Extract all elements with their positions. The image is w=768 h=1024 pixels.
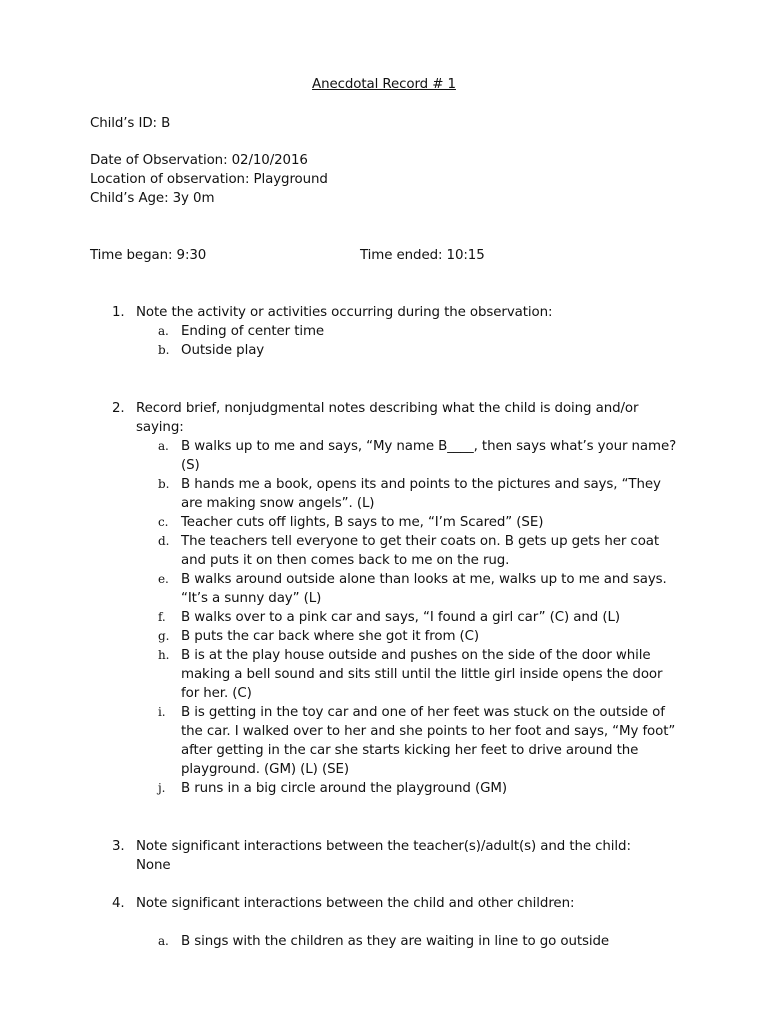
list-item bbox=[0, 532, 679, 570]
question-1 bbox=[0, 303, 768, 360]
observation-location: Location of observation: Playground bbox=[90, 172, 328, 187]
item-marker: c. bbox=[158, 515, 169, 529]
question-number: 1. bbox=[112, 305, 125, 320]
question-text: Record brief, nonjudgmental notes describing what the child is doing and/or saying: bbox=[136, 401, 639, 435]
item-text: Ending of center time bbox=[181, 324, 325, 339]
question-1-list bbox=[0, 322, 768, 360]
item-text: B is getting in the toy car and one of her feet was stuck on the outside of the car. I walked over to her and she points to her foot and says, “My foot” after getting in the car she starts kicking her feet to drive around the playground. (GM) (L) (SE) bbox=[181, 705, 676, 777]
question-text: Note significant interactions between the child and other children: bbox=[136, 896, 575, 911]
list-item bbox=[0, 646, 679, 703]
list-item bbox=[0, 703, 679, 779]
list-item bbox=[0, 779, 679, 798]
question-number: 4. bbox=[112, 896, 125, 911]
list-item bbox=[0, 475, 679, 513]
item-marker: g. bbox=[158, 629, 170, 643]
item-marker: b. bbox=[158, 477, 170, 491]
item-marker: a. bbox=[158, 324, 169, 338]
list-item bbox=[0, 627, 679, 646]
question-number: 2. bbox=[112, 401, 125, 416]
item-marker: b. bbox=[158, 343, 170, 357]
item-marker: j. bbox=[158, 781, 166, 795]
item-marker: e. bbox=[158, 572, 169, 586]
item-marker: f. bbox=[158, 610, 166, 624]
item-text: Outside play bbox=[181, 343, 265, 358]
item-text: Teacher cuts off lights, B says to me, “I’m Scared” (SE) bbox=[181, 515, 544, 530]
item-text: B sings with the children as they are waiting in line to go outside bbox=[181, 934, 610, 949]
question-4 bbox=[0, 894, 768, 951]
list-item bbox=[0, 932, 679, 951]
list-item bbox=[0, 437, 679, 475]
item-text: B walks over to a pink car and says, “I found a girl car” (C) and (L) bbox=[181, 610, 620, 625]
question-text: Note the activity or activities occurring during the observation: bbox=[136, 305, 553, 320]
item-marker: d. bbox=[158, 534, 170, 548]
list-item bbox=[0, 570, 679, 608]
child-age: Child’s Age: 3y 0m bbox=[90, 191, 215, 206]
list-item bbox=[0, 608, 679, 627]
time-began: Time began: 9:30 bbox=[90, 248, 207, 263]
item-marker: h. bbox=[158, 648, 170, 662]
question-2 bbox=[0, 399, 768, 798]
question-4-list bbox=[0, 932, 768, 951]
item-marker: i. bbox=[158, 705, 166, 719]
question-text: Note significant interactions between the teacher(s)/adult(s) and the child: None bbox=[136, 839, 631, 873]
item-text: The teachers tell everyone to get their coats on. B gets up gets her coat and puts it on then comes back to me on the rug. bbox=[181, 534, 660, 568]
item-text: B runs in a big circle around the playground (GM) bbox=[181, 781, 507, 796]
page-title: Anecdotal Record # 1 bbox=[312, 77, 456, 92]
question-number: 3. bbox=[112, 839, 125, 854]
item-text: B walks up to me and says, “My name B____, then says what’s your name? (S) bbox=[181, 439, 677, 473]
question-3 bbox=[0, 837, 768, 875]
item-marker: a. bbox=[158, 934, 169, 948]
item-text: B puts the car back where she got it from (C) bbox=[181, 629, 480, 644]
item-text: B hands me a book, opens its and points to the pictures and says, “They are making snow angels”. (L) bbox=[181, 477, 661, 511]
list-item bbox=[0, 513, 679, 532]
item-text: B is at the play house outside and pushes on the side of the door while making a bell sound and sits still until the little girl inside opens the door for her. (C) bbox=[181, 648, 663, 701]
observation-date: Date of Observation: 02/10/2016 bbox=[90, 153, 308, 168]
list-item bbox=[0, 322, 679, 341]
item-marker: a. bbox=[158, 439, 169, 453]
time-ended: Time ended: 10:15 bbox=[360, 248, 485, 263]
list-item bbox=[0, 341, 679, 360]
question-2-list bbox=[0, 437, 768, 798]
child-id: Child’s ID: B bbox=[90, 116, 171, 131]
item-text: B walks around outside alone than looks at me, walks up to me and says. “It’s a sunny day” (L) bbox=[181, 572, 667, 606]
